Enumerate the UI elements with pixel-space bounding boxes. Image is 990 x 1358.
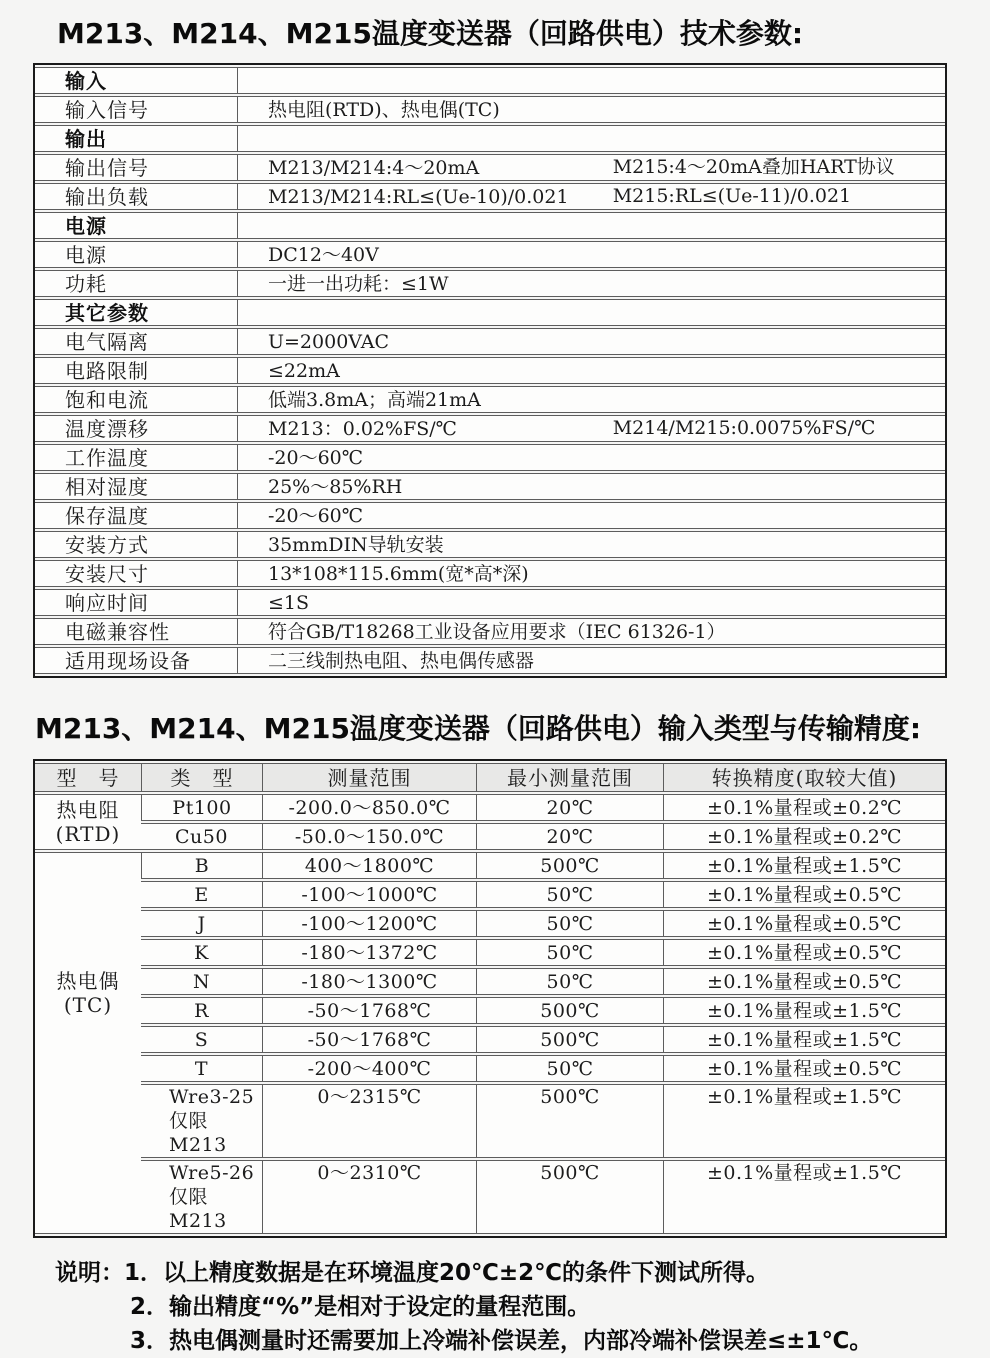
accuracy-cell: ±0.1%量程或±1.5℃ xyxy=(663,997,945,1024)
param-value-cell xyxy=(238,357,945,384)
table-row xyxy=(35,386,945,413)
accuracy-cell: ±0.1%量程或±0.5℃ xyxy=(663,939,945,966)
param-value-cell xyxy=(238,589,945,616)
type-cell xyxy=(141,1084,262,1158)
model-line: 热电偶 xyxy=(56,969,120,993)
param-value-text: 25%～85%RH xyxy=(268,475,403,498)
table-row xyxy=(35,1084,945,1158)
range-cell: 400～1800℃ xyxy=(262,852,476,879)
input-types-title: M213、M214、M215温度变送器（回路供电）输入类型与传输精度: xyxy=(35,712,922,745)
column-header-cell: 类 型 xyxy=(141,763,262,792)
param-value-cell xyxy=(238,618,945,645)
param-value-text: -20～60℃ xyxy=(268,504,364,527)
table-row xyxy=(35,328,945,355)
min-range-cell: 50℃ xyxy=(476,910,663,937)
model-cell xyxy=(35,852,141,1234)
min-range-cell: 50℃ xyxy=(476,1055,663,1082)
type-restriction: 仅限M213 xyxy=(169,1110,227,1156)
tech-params-table xyxy=(33,63,947,678)
param-value-cell xyxy=(238,154,945,181)
note-line: 3．热电偶测量时还需要加上冷端补偿误差，内部冷端补偿误差≤±1℃。 xyxy=(130,1328,873,1354)
table-row xyxy=(35,270,945,297)
param-value-text: ≤22mA xyxy=(268,359,340,382)
param-value-cell xyxy=(238,328,945,355)
type-name: J xyxy=(197,912,206,935)
param-value-cell xyxy=(238,502,945,529)
param-value-cell xyxy=(238,183,945,210)
param-label-cell: 安装尺寸 xyxy=(35,560,238,587)
table-row xyxy=(35,968,945,995)
table-header-row xyxy=(35,763,945,792)
column-header-cell: 型 号 xyxy=(35,763,141,792)
model-line: 热电阻 xyxy=(56,798,120,822)
min-range-cell: 50℃ xyxy=(476,939,663,966)
param-value-text: 符合GB/T18268工业设备应用要求（IEC 61326-1） xyxy=(268,620,726,643)
range-cell: -50～1768℃ xyxy=(262,997,476,1024)
min-range-cell: 50℃ xyxy=(476,968,663,995)
range-cell: -180～1372℃ xyxy=(262,939,476,966)
table-row xyxy=(35,939,945,966)
param-value-text-secondary: M214/M215:0.0075%FS/℃ xyxy=(612,417,876,439)
param-value-cell xyxy=(238,386,945,413)
accuracy-cell: ±0.1%量程或±1.5℃ xyxy=(663,1160,945,1234)
param-label-cell: 响应时间 xyxy=(35,589,238,616)
param-label-cell: 输出负载 xyxy=(35,183,238,210)
type-name: K xyxy=(194,941,209,964)
type-name: T xyxy=(194,1057,209,1080)
table-row xyxy=(35,531,945,558)
table-row xyxy=(35,502,945,529)
table-row xyxy=(35,647,945,674)
accuracy-cell: ±0.1%量程或±1.5℃ xyxy=(663,1026,945,1053)
min-range-cell: 20℃ xyxy=(476,794,663,821)
param-value-cell xyxy=(238,212,945,239)
table-row xyxy=(35,154,945,181)
table-row xyxy=(35,357,945,384)
param-label-cell: 输出信号 xyxy=(35,154,238,181)
type-name: S xyxy=(194,1028,209,1051)
param-value-text: 一进一出功耗：≤1W xyxy=(268,272,449,295)
range-cell: -180～1300℃ xyxy=(262,968,476,995)
table-row xyxy=(35,1026,945,1053)
param-label-cell: 功耗 xyxy=(35,270,238,297)
param-value-text: M213/M214:4～20mA xyxy=(268,156,480,179)
param-value-text: ≤1S xyxy=(268,591,310,614)
param-value-text-secondary: M215:4～20mA叠加HART协议 xyxy=(612,156,895,178)
param-label-cell: 相对湿度 xyxy=(35,473,238,500)
type-cell xyxy=(141,823,262,850)
accuracy-cell: ±0.1%量程或±0.5℃ xyxy=(663,881,945,908)
min-range-cell: 20℃ xyxy=(476,823,663,850)
param-label-cell: 安装方式 xyxy=(35,531,238,558)
table-row xyxy=(35,881,945,908)
section-header-cell: 其它参数 xyxy=(35,299,238,326)
table-row xyxy=(35,444,945,471)
accuracy-cell: ±0.1%量程或±0.5℃ xyxy=(663,910,945,937)
column-header-cell: 转换精度(取较大值) xyxy=(663,763,945,792)
type-name: R xyxy=(194,999,209,1022)
param-label-cell: 保存温度 xyxy=(35,502,238,529)
type-cell xyxy=(141,794,262,821)
param-value-cell xyxy=(238,531,945,558)
param-value-cell xyxy=(238,96,945,123)
note-line: 2．输出精度“%”是相对于设定的量程范围。 xyxy=(130,1294,591,1320)
table-row xyxy=(35,618,945,645)
min-range-cell: 50℃ xyxy=(476,881,663,908)
type-restriction: 仅限M213 xyxy=(169,1186,227,1232)
range-cell: -50～1768℃ xyxy=(262,1026,476,1053)
param-value-cell xyxy=(238,473,945,500)
table-row xyxy=(35,1055,945,1082)
type-name: B xyxy=(194,854,210,877)
range-cell: -100～1200℃ xyxy=(262,910,476,937)
table-row xyxy=(35,1160,945,1234)
param-value-cell xyxy=(238,647,945,674)
table-row xyxy=(35,212,945,239)
param-value-text: U=2000VAC xyxy=(268,330,389,353)
type-cell xyxy=(141,997,262,1024)
section-header-cell: 输入 xyxy=(35,67,238,94)
table-row xyxy=(35,589,945,616)
accuracy-cell: ±0.1%量程或±0.5℃ xyxy=(663,1055,945,1082)
type-cell xyxy=(141,910,262,937)
min-range-cell: 500℃ xyxy=(476,852,663,879)
type-cell xyxy=(141,968,262,995)
type-name: N xyxy=(192,970,211,993)
min-range-cell: 500℃ xyxy=(476,1160,663,1234)
param-value-cell xyxy=(238,241,945,268)
notes-section xyxy=(0,1256,990,1358)
param-label-cell: 电路限制 xyxy=(35,357,238,384)
param-value-text: 低端3.8mA；高端21mA xyxy=(268,388,481,411)
min-range-cell: 500℃ xyxy=(476,1084,663,1158)
param-value-text: 热电阻(RTD)、热电偶(TC) xyxy=(268,98,500,121)
param-label-cell: 电磁兼容性 xyxy=(35,618,238,645)
type-cell xyxy=(141,1055,262,1082)
param-value-cell xyxy=(238,444,945,471)
accuracy-cell: ±0.1%量程或±0.2℃ xyxy=(663,823,945,850)
table-row xyxy=(35,823,945,850)
table-row xyxy=(35,299,945,326)
table-row xyxy=(35,183,945,210)
type-cell xyxy=(141,1026,262,1053)
range-cell: -100～1000℃ xyxy=(262,881,476,908)
tech-params-title: M213、M214、M215温度变送器（回路供电）技术参数: xyxy=(57,17,804,50)
param-value-cell xyxy=(238,67,945,94)
table-row xyxy=(35,852,945,879)
type-name: Wre5-26 xyxy=(169,1162,255,1184)
model-line: (TC) xyxy=(63,993,113,1017)
table-row xyxy=(35,794,945,821)
accuracy-cell: ±0.1%量程或±1.5℃ xyxy=(663,852,945,879)
param-value-text: 13*108*115.6mm(宽*高*深) xyxy=(268,562,529,585)
param-label-cell: 输入信号 xyxy=(35,96,238,123)
accuracy-cell: ±0.1%量程或±0.2℃ xyxy=(663,794,945,821)
param-value-cell xyxy=(238,560,945,587)
range-cell: -50.0～150.0℃ xyxy=(262,823,476,850)
section-header-cell: 电源 xyxy=(35,212,238,239)
param-label-cell: 温度漂移 xyxy=(35,415,238,442)
model-line: (RTD) xyxy=(55,822,121,846)
param-value-text: 二三线制热电阻、热电偶传感器 xyxy=(268,649,535,672)
param-value-text: M213/M214:RL≤(Ue-10)/0.021 xyxy=(268,185,569,208)
section-header-cell: 输出 xyxy=(35,125,238,152)
column-header-cell: 测量范围 xyxy=(262,763,476,792)
column-header-cell: 最小测量范围 xyxy=(476,763,663,792)
range-cell: 0～2315℃ xyxy=(262,1084,476,1158)
table-row xyxy=(35,415,945,442)
param-value-cell xyxy=(238,299,945,326)
table-row xyxy=(35,560,945,587)
param-label-cell: 电气隔离 xyxy=(35,328,238,355)
param-label-cell: 电源 xyxy=(35,241,238,268)
table-row xyxy=(35,997,945,1024)
type-name: E xyxy=(194,883,209,906)
type-cell xyxy=(141,881,262,908)
type-name: Pt100 xyxy=(172,796,232,819)
table-row xyxy=(35,910,945,937)
accuracy-cell: ±0.1%量程或±0.5℃ xyxy=(663,968,945,995)
accuracy-cell: ±0.1%量程或±1.5℃ xyxy=(663,1084,945,1158)
input-types-table xyxy=(33,759,947,1238)
param-label-cell: 适用现场设备 xyxy=(35,647,238,674)
range-cell: -200～400℃ xyxy=(262,1055,476,1082)
param-label-cell: 工作温度 xyxy=(35,444,238,471)
type-cell xyxy=(141,1160,262,1234)
table-row xyxy=(35,67,945,94)
param-value-cell xyxy=(238,270,945,297)
table-row xyxy=(35,473,945,500)
param-label-cell: 饱和电流 xyxy=(35,386,238,413)
param-value-text-secondary: M215:RL≤(Ue-11)/0.021 xyxy=(612,185,852,207)
type-cell xyxy=(141,939,262,966)
table-row xyxy=(35,125,945,152)
table-row xyxy=(35,96,945,123)
param-value-text: -20～60℃ xyxy=(268,446,364,469)
param-value-cell xyxy=(238,125,945,152)
range-cell: -200.0～850.0℃ xyxy=(262,794,476,821)
type-name: Cu50 xyxy=(175,825,228,848)
note-line: 说明：1．以上精度数据是在环境温度20℃±2℃的条件下测试所得。 xyxy=(55,1260,769,1286)
table-row xyxy=(35,241,945,268)
type-name: Wre3-25 xyxy=(169,1086,255,1108)
range-cell: 0～2310℃ xyxy=(262,1160,476,1234)
param-value-text: M213：0.02%FS/℃ xyxy=(268,417,457,440)
min-range-cell: 500℃ xyxy=(476,997,663,1024)
type-cell xyxy=(141,852,262,879)
param-value-cell xyxy=(238,415,945,442)
param-value-text: 35mmDIN导轨安装 xyxy=(268,533,444,556)
model-cell xyxy=(35,794,141,850)
min-range-cell: 500℃ xyxy=(476,1026,663,1053)
param-value-text: DC12～40V xyxy=(268,243,379,266)
